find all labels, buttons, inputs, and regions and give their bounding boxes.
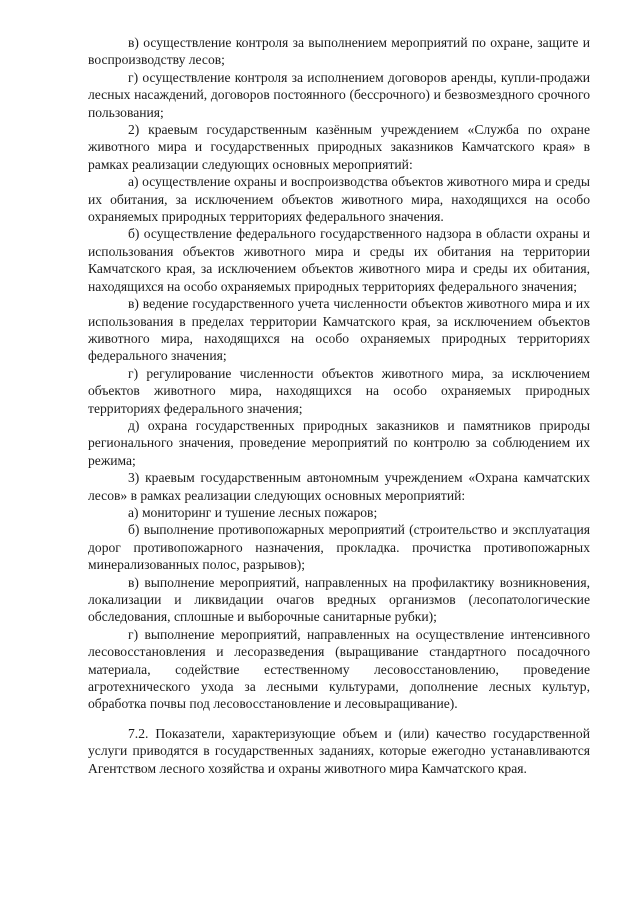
paragraph-item-v-pest-control: в) выполнение мероприятий, направленных на профилактику возникновения, локализации и ликвидации очагов вредных организмов (лесопатологические обследования, сплошные и выборочные санитарные рубки);: [88, 574, 590, 625]
paragraph-section-2-wildlife-service: 2) краевым государственным казённым учреждением «Служба по охране животного мира и государственных природных заказников Камчатского края» в рамках реализации следующих основных мероприятий:: [88, 122, 590, 172]
document-page: [88, 34, 590, 777]
paragraph-item-b-federal-supervision: б) осуществление федерального государственного надзора в области охраны и использования объектов животного мира и среды их обитания на территории Камчатского края, за исключением объектов животного мира и среды их обитания, находящихся на особо охраняемых природных территориях федерального значения;: [88, 226, 590, 294]
paragraph-item-a-wildlife-protection: а) осуществление охраны и воспроизводства объектов животного мира и среды их обитания, за исключением объектов животного мира, находящихся на особо охраняемых природных территориях федерального значения.: [88, 174, 590, 225]
paragraph-section-7-2-indicators: 7.2. Показатели, характеризующие объем и (или) качество государственной услуги приводятся в государственных заданиях, которые ежегодно устанавливаются Агентством лесного хозяйства и охраны животного мира Камчатского края.: [88, 725, 590, 776]
paragraph-section-3-forest-protection: 3) краевым государственным автономным учреждением «Охрана камчатских лесов» в рамках реализации следующих основных мероприятий:: [88, 470, 590, 503]
paragraph-item-g-population-regulation: г) регулирование численности объектов животного мира, за исключением объектов животного мира, находящихся на особо охраняемых природных территориях федерального значения;: [88, 365, 590, 416]
paragraph-item-v-forest-control: в) осуществление контроля за выполнением мероприятий по охране, защите и воспроизводству лесов;: [88, 35, 590, 68]
paragraph-item-g-contracts-control: г) осуществление контроля за исполнением договоров аренды, купли-продажи лесных насаждений, договоров постоянного (бессрочного) и безвозмездного срочного пользования;: [88, 69, 590, 120]
paragraph-item-a-fire-monitoring: а) мониторинг и тушение лесных пожаров;: [128, 504, 378, 520]
paragraph-item-g-reforestation: г) выполнение мероприятий, направленных на осуществление интенсивного лесовосстановления и лесоразведения (выращивание стандартного посадочного материала, содействие естественному лесовосстановлению, проведение агротехнического ухода за лесными культурами, дополнение лесных культур, обработка почвы под лесовосстановление и лесовыращивание).: [88, 626, 590, 712]
paragraph-item-d-reserves-protection: д) охрана государственных природных заказников и памятников природы регионального значения, проведение мероприятий по контролю за соблюдением их режима;: [88, 417, 590, 468]
paragraph-item-b-fire-prevention: б) выполнение противопожарных мероприятий (строительство и эксплуатация дорог противопожарного назначения, прокладка. прочистка противопожарных минерализованных полос, разрывов);: [88, 522, 590, 573]
paragraph-item-v-state-accounting: в) ведение государственного учета численности объектов животного мира и их использования в пределах территории Камчатского края, за исключением объектов животного мира, находящихся на особо охраняемых природных территориях федерального значения;: [88, 296, 590, 364]
